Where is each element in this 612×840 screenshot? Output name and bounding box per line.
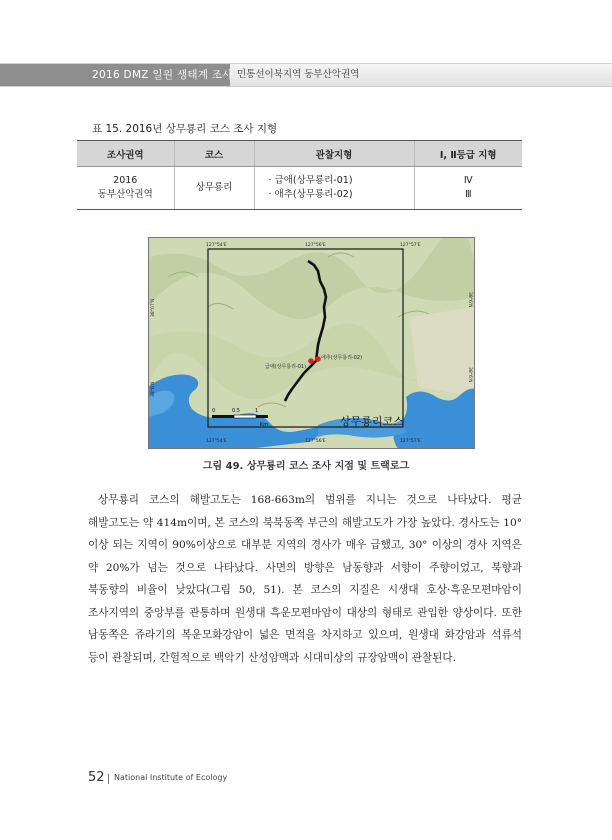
- header-report-title: 2016 DMZ 일원 생태계 조사: [92, 69, 233, 81]
- lat-tick-left: 38°07'N: [151, 298, 156, 317]
- survey-point-01: [308, 358, 314, 364]
- table-caption: 표 15. 2016년 상무룡리 코스 조사 지형: [92, 123, 278, 135]
- lat-tick-left: 38°6'N: [151, 381, 156, 397]
- map-figure: [148, 237, 475, 449]
- scale-label: 0: [212, 408, 216, 414]
- page-number: 52: [88, 770, 105, 785]
- cell-grades: [414, 167, 522, 210]
- figure-caption: 그림 49. 상무룡리 코스 조사 지점 및 트랙로그: [202, 461, 410, 472]
- header-section-title: 민통선이북지역 동부산악권역: [237, 69, 360, 80]
- body-paragraph: 상무룡리 코스의 해발고도는 168-663m의 범위를 지니는 것으로 나타났다. 평균 해발고도는 약 414m이며, 본 코스의 북북동쪽 부근의 해발고도가 가장 높았다. 경사도는 10° 이상 되는 지역이 90%이상으로 대부분 지역의 경사가 매우 급했고, 30° 이상의 경사 지역은 약 20%가 넘는 것으로 나타났다. 사면의 방향은 남동향과 서향이 주향이었고, 북향과 북동향의 비율이 낮았다(그림 50, 51). 본 코스의 지질은 시생대 호상·흑운모편마암이 조사지역의 중앙부를 관통하며 원생대 흑운모편마암이 대상의 형태로 관입한 양상이다. 또한 남동쪽은 쥬라기의 복운모화강암이 넓은 면적을 차지하고 있으며, 원생대 화강암과 석류석 등이 관찰되며, 간헐적으로 백악기 산성암맥과 시대미상의 규장암맥이 관찰된다.: [88, 494, 522, 664]
- scale-bar-segment: [212, 415, 234, 418]
- survey-table: [77, 140, 522, 210]
- footer-institute: National Institute of Ecology: [114, 773, 228, 782]
- survey-point-02: [315, 356, 321, 362]
- region-year: 2016: [113, 175, 138, 186]
- table-row: [77, 167, 522, 210]
- scale-bar-segment: [256, 415, 268, 418]
- grade-item: Ⅲ: [464, 189, 472, 200]
- header-course: 코스: [174, 141, 254, 167]
- map-title: 상무룡리코스: [340, 415, 404, 428]
- survey-point-01-label: 급애(상무룡리-01): [265, 364, 307, 370]
- scale-bar-segment: [234, 415, 256, 418]
- lon-tick-top: 127°57'E: [400, 243, 421, 248]
- lon-tick-top: 127°54'E: [206, 243, 227, 248]
- cell-course: 상무룡리: [174, 167, 254, 210]
- region-name: 동부산악권역: [97, 189, 153, 200]
- table-header-row: [77, 141, 522, 167]
- map-svg: [148, 237, 475, 449]
- site-item: · 급애(상무룡리-01): [268, 175, 353, 186]
- header-region: 조사권역: [77, 141, 174, 167]
- footer-separator: [108, 774, 109, 784]
- header-landform: 관찰지형: [254, 141, 414, 167]
- lat-tick-right: 38°6'N: [467, 367, 472, 383]
- grade-item: Ⅳ: [463, 175, 473, 186]
- lat-tick-right: 38°6'N: [467, 292, 472, 308]
- running-header: [0, 63, 612, 87]
- lon-tick-bottom: 127°56'E: [305, 439, 326, 444]
- scale-label: 1: [255, 408, 259, 414]
- lon-tick-top: 127°56'E: [305, 243, 326, 248]
- scale-label: 0.5: [232, 408, 240, 414]
- lon-tick-bottom: 127°57'E: [400, 439, 421, 444]
- settlement-area: [410, 307, 475, 397]
- cell-sites: [254, 167, 414, 210]
- cell-region: [77, 167, 174, 210]
- lon-tick-bottom: 127°54'E: [206, 439, 227, 444]
- scale-unit: Km: [260, 422, 269, 428]
- site-item: · 애추(상무룡리-02): [268, 189, 353, 200]
- header-grade: Ⅰ, Ⅱ등급 지형: [414, 141, 522, 167]
- survey-point-02-label: 애추(상무룡리-02): [321, 355, 363, 361]
